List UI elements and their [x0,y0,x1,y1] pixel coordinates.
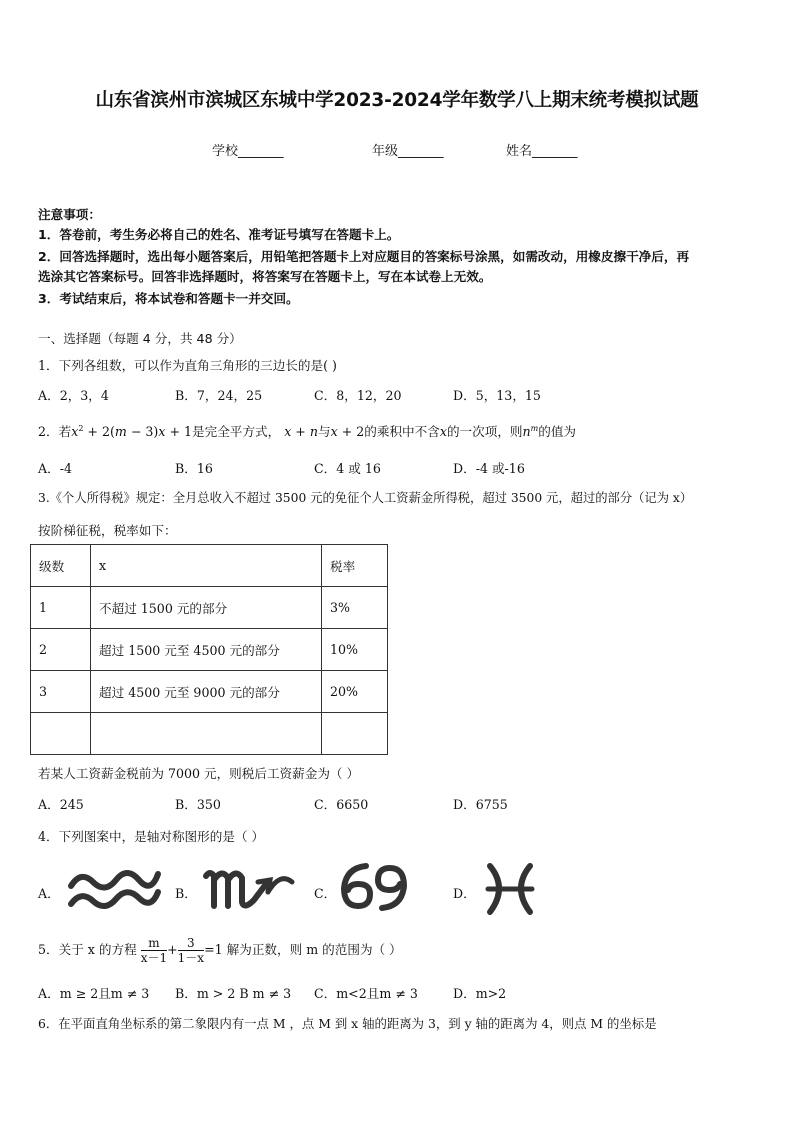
fraction: $\frac{m}{x-1}$ [140,936,168,965]
pisces-symbol-icon [482,860,538,918]
q1-option-b: B．7，24，25 [175,388,263,403]
table-row [31,713,388,755]
q1-option-d: D．5，13，15 [453,388,541,403]
q4-option-d: D． [453,886,476,901]
tax-rate-table [30,544,388,755]
notice-heading: 注意事项： [38,207,101,222]
table-cell: 2 [31,629,91,671]
question-4-stem: 4．下列图案中，是轴对称图形的是（ ） [38,829,265,844]
question-5-stem: 5．关于 x 的方程 $\frac{m}{x-1}$ + $\frac{3}{1-x}$ =1 解为正数，则 m 的范围为（ ） [38,936,402,965]
q2-option-a: A．-4 [38,461,72,476]
q4-option-a: A． [38,886,60,901]
question-3-prompt: 若某人工资薪金税前为 7000 元，则税后工资薪金为（ ） [38,766,360,781]
header-cell: x [91,545,322,587]
q2-option-c: C．4 或 16 [314,461,381,476]
table-cell: 超过 1500 元至 4500 元的部分 [91,629,322,671]
table-cell [322,713,388,755]
q5-option-c: C．m<2且m ≠ 3 [314,986,418,1001]
table-cell: 不超过 1500 元的部分 [91,587,322,629]
table-cell [91,713,322,755]
section-heading: 一、选择题（每题 4 分，共 48 分） [38,331,242,346]
notice-item: 2．回答选择题时，选出每小题答案后，用铅笔把答题卡上对应题目的答案标号涂黑，如需改动，用橡皮擦干净后，再 [38,249,690,264]
table-cell: 超过 4500 元至 9000 元的部分 [91,671,322,713]
q4-option-b: B． [175,886,197,901]
q1-option-a: A．2，3，4 [38,388,109,403]
question-6-stem: 6．在平面直角坐标系的第二象限内有一点 M ，点 M 到 x 轴的距离为 3，到 y 轴的距离为 4，则点 M 的坐标是 [38,1016,657,1031]
table-header-row [31,545,388,587]
q4-option-c: C． [314,886,337,901]
question-1-stem: 1．下列各组数，可以作为直角三角形的三边长的是( ) [38,358,337,373]
table-cell: 3 [31,671,91,713]
cancer-symbol-icon [336,858,412,916]
header-cell: 税率 [322,545,388,587]
grade-field: 年级_______ [372,144,444,159]
table-cell: 3% [322,587,388,629]
question-3-stem: 3.《个人所得税》规定：全月总收入不超过 3500 元的免征个人工资薪金所得税，超过 3500 元，超过的部分（记为 x） [38,491,693,505]
table-row [31,629,388,671]
table-cell: 20% [322,671,388,713]
table-row [31,671,388,713]
question-2-stem: 2．若$x^2 + 2(m - 3)x + 1$是完全平方式， x + n与x + 2的乘积中不含x的一次项，则$n^m$的值为 [38,423,576,439]
table-cell [31,713,91,755]
q5-option-b: B．m > 2 B m ≠ 3 [175,986,292,1001]
header-cell: 级数 [31,545,91,587]
q1-option-c: C．8，12，20 [314,388,402,403]
scorpio-symbol-icon [200,862,300,914]
question-3-stem-cont: 按阶梯征税，税率如下： [38,523,177,538]
name-field: 姓名_______ [506,144,578,159]
q3-option-b: B．350 [175,797,221,812]
aquarius-symbol-icon [66,864,162,914]
q5-option-d: D．m>2 [453,986,507,1001]
school-field: 学校_______ [212,144,284,159]
table-cell: 10% [322,629,388,671]
notice-item: 1．答卷前，考生务必将自己的姓名、准考证号填写在答题卡上。 [38,227,400,242]
notice-item: 选涂其它答案标号。回答非选择题时，将答案写在答题卡上，写在本试卷上无效。 [38,269,492,284]
q3-option-c: C．6650 [314,797,369,812]
q3-option-a: A．245 [38,797,84,812]
fraction: $\frac{3}{1-x}$ [177,936,205,965]
page-title: 山东省滨州市滨城区东城中学2023-2024学年数学八上期末统考模拟试题 [95,90,699,111]
table-row [31,587,388,629]
q2-option-b: B．16 [175,461,213,476]
q5-option-a: A．m ≥ 2且m ≠ 3 [38,986,150,1001]
table-cell: 1 [31,587,91,629]
q2-option-d: D．-4 或-16 [453,461,525,476]
notice-item: 3．考试结束后，将本试卷和答题卡一并交回。 [38,291,299,306]
q3-option-d: D．6755 [453,797,508,812]
